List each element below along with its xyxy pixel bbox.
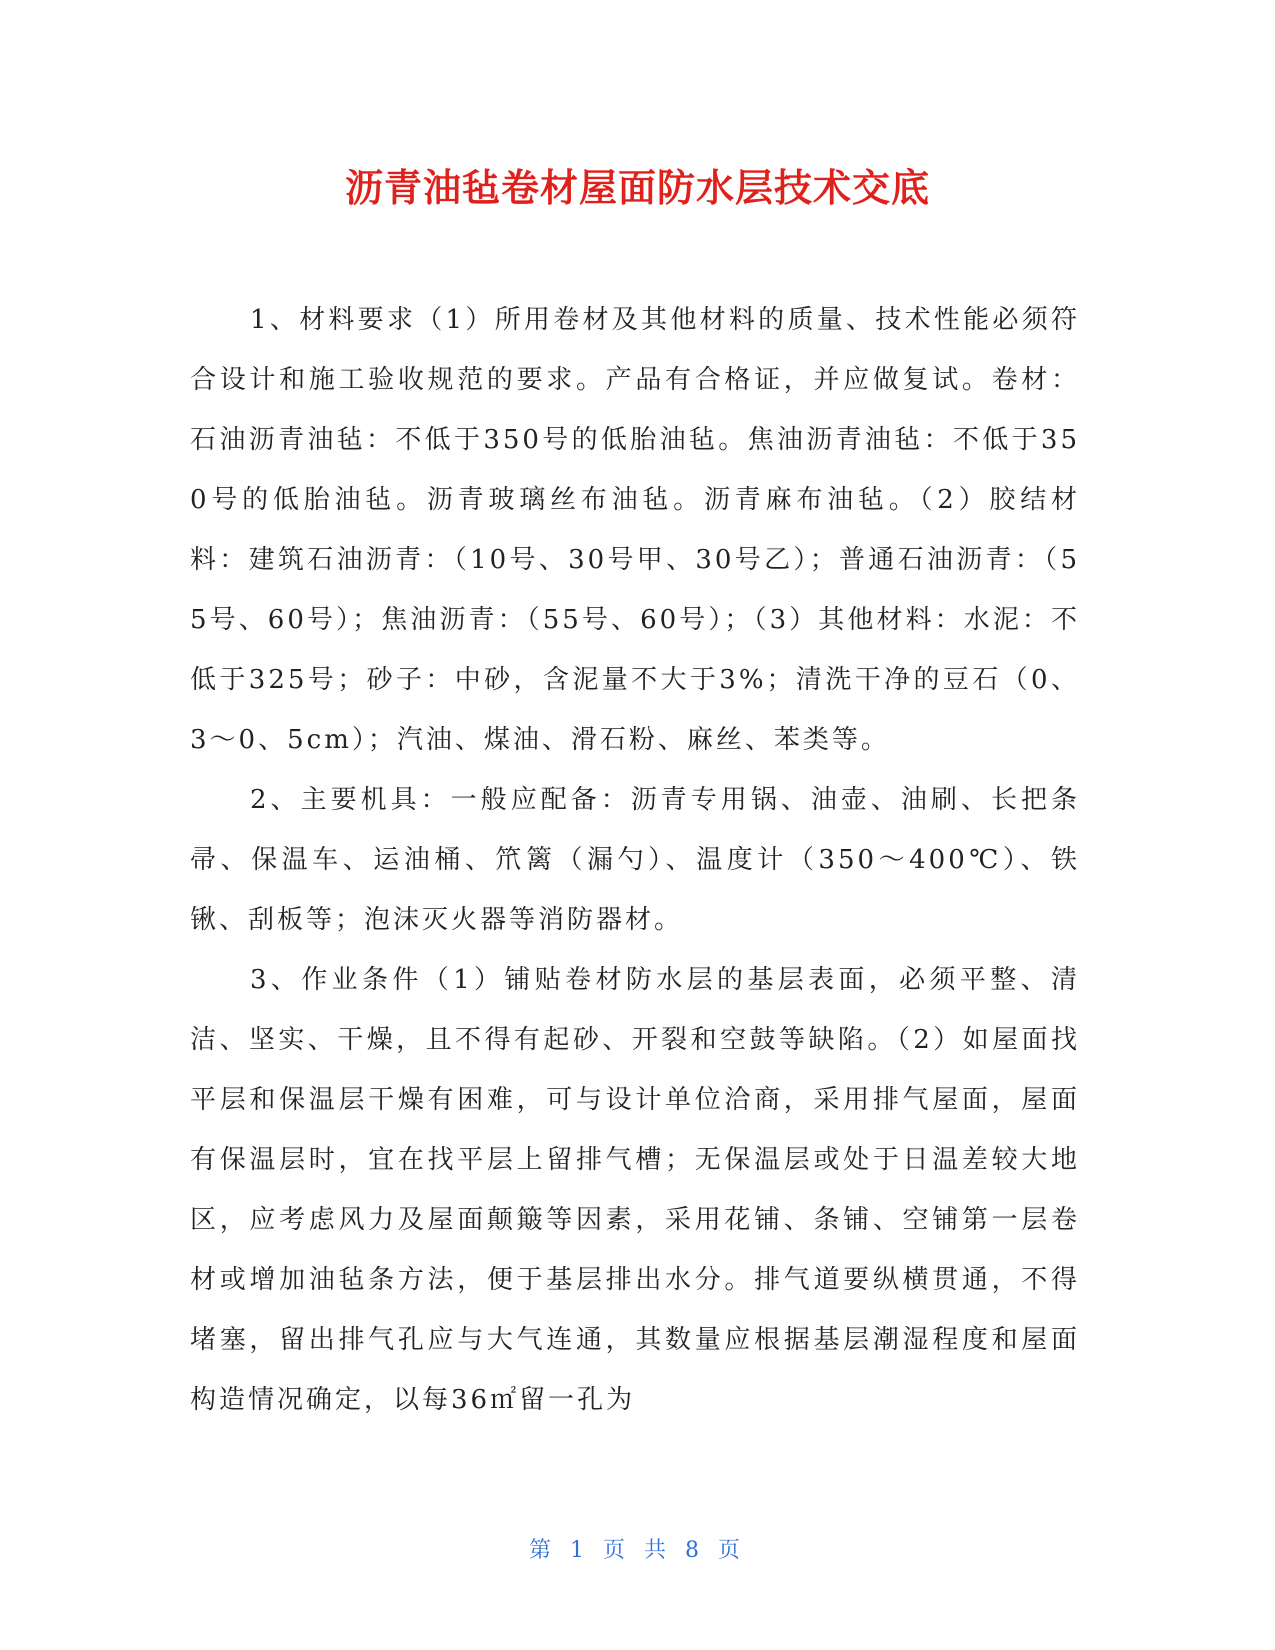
paragraph-tools: 2、主要机具：一般应配备：沥青专用锅、油壶、油刷、长把条帚、保温车、运油桶、笊篱（漏勺）、温度计（350～400℃）、铁锹、刮板等；泡沫灭火器等消防器材。 [190, 785, 1080, 935]
document-title: 沥青油毡卷材屋面防水层技术交底 [344, 166, 930, 210]
page-footer: 第 1 页 共 8 页 [529, 1538, 746, 1563]
document-body [190, 290, 1080, 1430]
paragraph-conditions: 3、作业条件（1）铺贴卷材防水层的基层表面，必须平整、清洁、坚实、干燥，且不得有起砂、开裂和空鼓等缺陷。（2）如屋面找平层和保温层干燥有困难，可与设计单位洽商，采用排气屋面，屋面有保温层时，宜在找平层上留排气槽；无保温层或处于日温差较大地区，应考虑风力及屋面颠簸等因素，采用花铺、条铺、空铺第一层卷材或增加油毡条方法，便于基层排出水分。排气道要纵横贯通，不得堵塞，留出排气孔应与大气连通，其数量应根据基层潮湿程度和屋面构造情况确定，以每36㎡留一孔为 [190, 965, 1080, 1415]
paragraph-materials: 1、材料要求（1）所用卷材及其他材料的质量、技术性能必须符合设计和施工验收规范的要求。产品有合格证，并应做复试。卷材：石油沥青油毡：不低于350号的低胎油毡。焦油沥青油毡：不低于350号的低胎油毡。沥青玻璃丝布油毡。沥青麻布油毡。（2）胶结材料：建筑石油沥青：（10号、30号甲、30号乙）；普通石油沥青：（55号、60号）；焦油沥青：（55号、60号）；（3）其他材料：水泥：不低于325号；砂子：中砂，含泥量不大于3%；清洗干净的豆石（0、3～0、5cm）；汽油、煤油、滑石粉、麻丝、苯类等。 [190, 305, 1080, 755]
